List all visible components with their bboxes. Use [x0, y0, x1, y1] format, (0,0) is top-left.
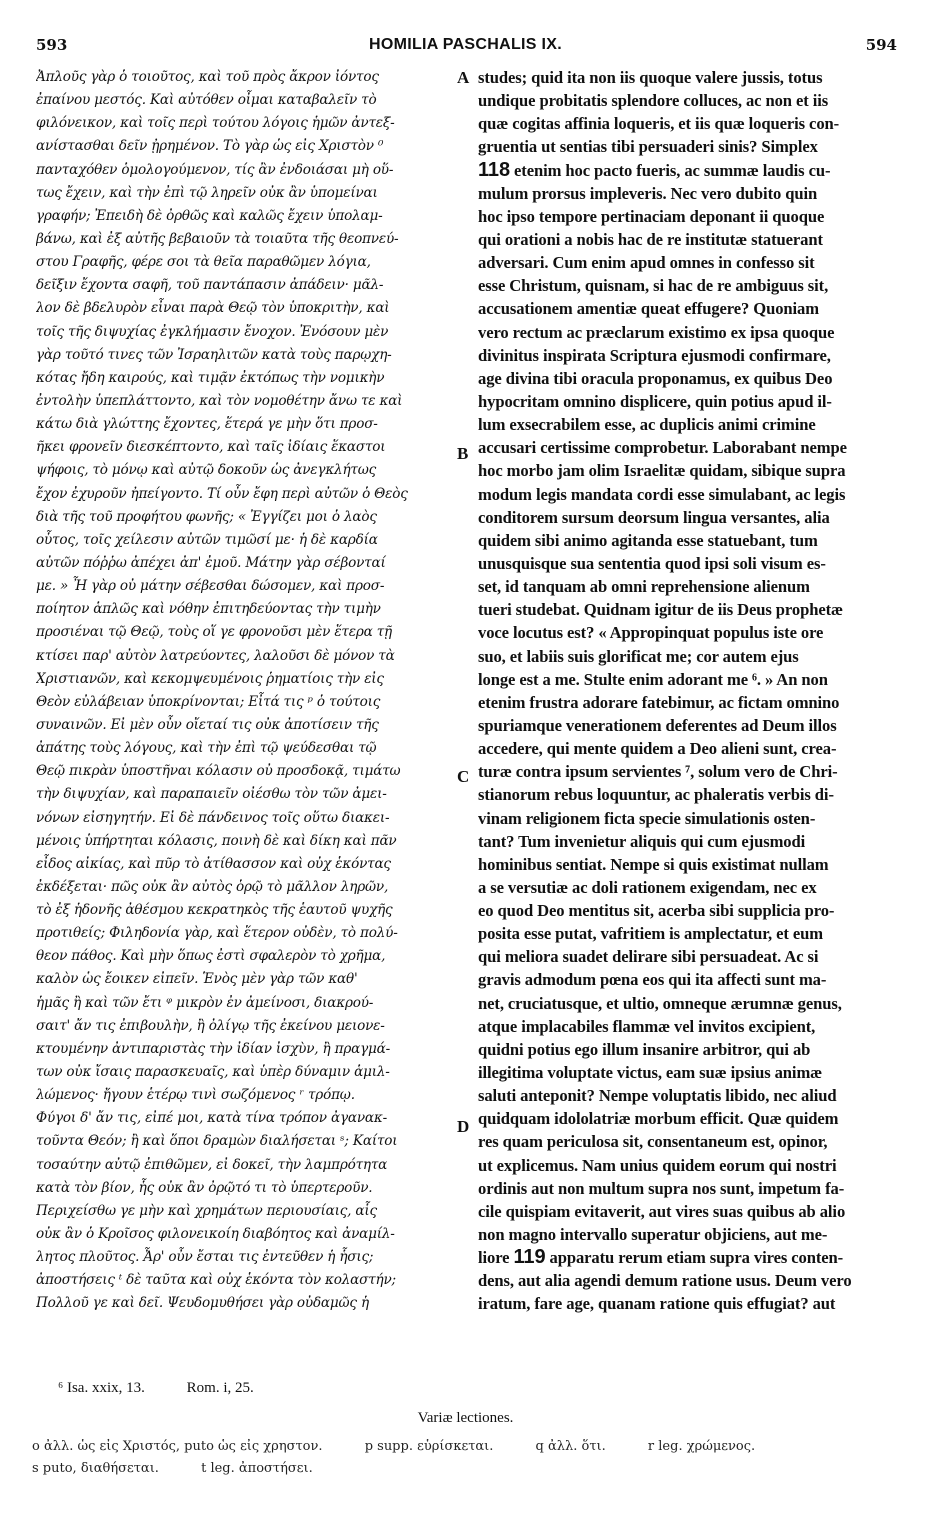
greek-text-line: εἶδος αἰκίας, καὶ πῦρ τὸ ἀτίθασσον καὶ οὐχ ἑκόντας: [36, 855, 391, 872]
latin-text-line: eo quod Deo mentitus sit, acerba sibi supplicia pro-: [478, 901, 835, 921]
latin-text-line: ut explicemus. Nam unius quidem eorum qui nostri: [478, 1155, 837, 1175]
variae-note: p supp. εὑρίσκεται.: [364, 1439, 494, 1454]
greek-text-line: των οὐκ ἴσαις παρασκευαῖς, καὶ ὑπὲρ δύναμιν ἁμιλ-: [36, 1064, 390, 1081]
latin-text-line: lum exsecrabilem esse, ac duplicis animi crimine: [478, 415, 816, 435]
greek-text-line: ἐπαίνου μεστός. Καὶ αὐτόθεν οἶμαι καταβαλεῖν τὸ: [36, 92, 377, 109]
latin-text-line: undique probitatis splendore colluces, ac non et iis: [478, 91, 829, 111]
latin-text-line: quidem sibi animo agitanda esse statuebant, tum: [478, 530, 818, 550]
page-header: [28, 30, 903, 56]
latin-text-line: voce locutus est? « Appropinquat populus iste ore: [478, 623, 824, 643]
latin-text-line: turæ contra ipsum servientes ⁷, solum vero de Chri-: [478, 762, 838, 782]
running-head-title: HOMILIA PASCHALIS IX.: [369, 36, 562, 53]
greek-text-column: [36, 66, 454, 1316]
latin-text-line: spuriamque venerationem deferentes ad Deum illos: [478, 715, 837, 735]
variae-note: r leg. χρώμενος.: [647, 1439, 756, 1454]
latin-text-line: accedere, qui mente quidem a Deo alieni sunt, crea-: [478, 739, 837, 759]
greek-text-line: Περιχείσθω γε μὴν καὶ χρημάτων περιουσίαις, αἷς: [36, 1202, 377, 1219]
latin-text-line: mulum prorsus impleveris. Nec vero dubito quin: [478, 183, 818, 203]
greek-text-line: κατὰ τὸν βίον, ἧς οὐκ ἂν ὀρῷτό τι τὸ ὑπερτεροῦν.: [36, 1179, 373, 1196]
greek-text-line: ἀπάτης τοὺς λόγους, καὶ τὴν ἐπὶ τῷ ψεύδεσθαι τῷ: [36, 740, 377, 757]
latin-text-line: net, cruciatusque, et ultio, omneque ærumnæ genus,: [478, 993, 842, 1013]
variae-note: q ἀλλ. ὅτι.: [535, 1439, 606, 1454]
greek-text-line: ἐντολὴν ὑπεπλάττοντο, καὶ τὸν νομοθέτην ἄνω τε καὶ: [36, 392, 403, 409]
greek-text-line: ἔχον ἐχυροῦν ἠπείγοντο. Τί οὖν ἔφη περὶ αὐτῶν ὁ Θεὸς: [36, 485, 408, 502]
right-page-number: 594: [865, 36, 897, 54]
latin-text-line: etenim frustra adorare fatebimur, ac fictam omnino: [478, 692, 840, 712]
latin-text-line: vinam religionem ficta specie simulationis osten-: [478, 808, 816, 828]
latin-text-line: [478, 1246, 898, 1269]
greek-text-line: καλὸν ὡς ἔοικεν εἰπεῖν. Ἑνὸς μὲν γὰρ τῶν καθ': [36, 971, 358, 988]
margin-letter-d: D: [457, 1117, 470, 1136]
greek-text-line: αὐτῶν πόῤῥω ἀπέχει ἀπ' ἐμοῦ. Μάτην γὰρ σέβονταί: [36, 554, 386, 571]
greek-text-line: οὗτος, τοῖς χείλεσιν αὐτῶν τιμῶσί με· ἡ δὲ καρδία: [36, 531, 378, 548]
latin-text-line: quæ cogitas affinia loqueris, et iis quæ loqueris con-: [478, 114, 840, 134]
latin-text-line: qui orationi a nobis hac de re institutæ statuerant: [478, 229, 823, 249]
greek-text-line: πανταχόθεν ὁμολογούμενον, τίς ἂν ἐνδοιάσαι μὴ οὕ-: [36, 161, 394, 178]
greek-text-line: Θεὸν εὐλάβειαν ὑποκρίνονται; Εἶτά τις ᵖ ὁ τούτοις: [36, 693, 381, 710]
greek-text-line: Χριστιανῶν, καὶ κεκομψευμένοις ῥηματίοις τὴν εἰς: [36, 670, 384, 687]
footnote-7: Rom. i, 25.: [186, 1380, 254, 1396]
latin-text-line: [478, 159, 898, 182]
latin-text-line: dens, aut alia agendi demum ratione usus. Deum vero: [478, 1271, 852, 1291]
column-number-marker: 119: [513, 1246, 546, 1269]
latin-text-line: set, id tanquam ab omni reprehensione alienum: [478, 577, 810, 597]
greek-text-line: σαιτ' ἄν τις ἐπιβουλὴν, ἢ ὀλίγῳ τῆς ἐκείνου μειονε-: [36, 1017, 385, 1034]
latin-text-line: non magno intervallo superatur objiciens, aut me-: [478, 1225, 828, 1245]
latin-text-line: modum legis mandata cordi esse simulabant, ac legis: [478, 484, 846, 504]
greek-text-line: διὰ τῆς τοῦ προφήτου φωνῆς; « Ἐγγίζει μοι ὁ λαὸς: [36, 508, 377, 525]
latin-text-line: gruentia ut sentias tibi persuaderi sinis? Simplex: [478, 137, 818, 157]
latin-text-line: iratum, fare age, quanam ratione quis effugiat? aut: [478, 1294, 836, 1314]
greek-text-line: τως ἔχειν, καὶ τὴν ἐπὶ τῷ ληρεῖν οὐκ ἂν ὑπομείναι: [36, 184, 378, 201]
greek-text-line: τοῖς τῆς διψυχίας ἐγκλήμασιν ἔνοχον. Ἐνόσουν μὲν: [36, 323, 389, 340]
variae-note: o ἀλλ. ὡς εἰς Χριστός, puto ὡς εἰς χρηστον.: [32, 1439, 323, 1454]
footnote-references: [58, 1380, 292, 1397]
greek-text-line: Πολλοῦ γε καὶ δεῖ. Ψευδομυθήσει γὰρ οὐδαμῶς ἡ: [36, 1295, 369, 1312]
latin-text-line: unusquisque sua sententia quod ipsi soli visum es-: [478, 553, 826, 573]
latin-text-line: studes; quid ita non iis quoque valere jussis, totus: [478, 68, 823, 87]
greek-text-line: Φύγοι δ' ἄν τις, εἰπέ μοι, κατὰ τίνα τρόπον ἀγανακ-: [36, 1110, 388, 1127]
margin-letter-c: C: [457, 767, 470, 786]
greek-text-line: δεῖξιν ἔχοντα σαφῆ, τοῦ παντάπασιν ἀπάδειν· μᾶλ-: [36, 277, 384, 294]
latin-text-fragment: etenim hoc pacto fueris, ac summæ laudis cu-: [509, 160, 831, 180]
latin-text-line: a se versutiæ ac doli rationem exigendam, nec ex: [478, 877, 817, 897]
greek-text-line: ποίητον ἁπλῶς καὶ νόθην ἐπιτηδεύοντας τὴν τιμὴν: [36, 601, 381, 618]
latin-text-line: accusationem amentiæ queat effugere? Quoniam: [478, 299, 819, 319]
latin-text-line: suo, et labiis suis glorificat me; cor autem ejus: [478, 646, 799, 666]
greek-text-line: συναινῶν. Εἰ μὲν οὖν οἴεταί τις οὐκ ἀποτίσειν τῆς: [36, 716, 379, 733]
variae-lectiones-notes: [32, 1436, 902, 1480]
margin-letter-b: B: [457, 444, 469, 463]
greek-text-line: προσιέναι τῷ Θεῷ, τοὺς οἵ γε φρονοῦσι μὲν ἕτερα τῇ: [36, 624, 392, 641]
greek-text-line: ἡμᾶς ἢ καὶ τῶν ἔτι ᵠ μικρὸν ἐν ἀμείνοσι, διακρού-: [36, 994, 374, 1011]
greek-text-line: φιλόνεικον, καὶ τοῖς περὶ τούτου λόγοις ἡμῶν ἀντεξ-: [36, 115, 395, 132]
margin-letter-a: A: [457, 68, 470, 87]
latin-text-line: esse Christum, quisnam, si hac de re ambiguus sit,: [478, 276, 829, 296]
variae-lectiones-heading: Variæ lectiones.: [417, 1410, 514, 1426]
footnote-6: ⁶ Isa. xxix, 13.: [58, 1380, 145, 1396]
latin-text-line: ordinis aut non multum supra nos sunt, impetum fa-: [478, 1178, 845, 1198]
latin-text-line: hypocritam omnino displicere, quin potius apud il-: [478, 391, 832, 411]
latin-text-line: posita esse putat, vafritiem is amplectatur, et eum: [478, 924, 824, 944]
latin-text-line: divinitus inspirata Scriptura ejusmodi confirmare,: [478, 345, 831, 365]
greek-text-line: Ἀπλοῦς γὰρ ὁ τοιοῦτος, καὶ τοῦ πρὸς ἄκρον ἰόντος: [36, 69, 379, 85]
latin-text-line: tant? Tum invenietur aliquis qui cum ejusmodi: [478, 831, 806, 851]
greek-text-line: κτουμένην ἀντιπαριστὰς τὴν ἰδίαν ἰσχὺν, ἢ πραγμά-: [36, 1040, 391, 1057]
latin-text-line: quidni potius ego illum insanire arbitror, qui ab: [478, 1039, 811, 1059]
greek-text-line: Θεῷ πικρὰν ὑποστῆναι κόλασιν οὐ προσδοκᾷ, τιμάτω: [36, 763, 401, 780]
greek-text-line: τὸ ἐξ ἡδονῆς ἀθέσμου κεκρατηκὸς τῆς ἑαυτοῦ ψυχῆς: [36, 902, 393, 919]
latin-text-fragment: liore: [478, 1248, 514, 1268]
greek-text-line: κτίσει παρ' αὐτὸν λατρεύοντες, λαλοῦσι δὲ μόνον τὰ: [36, 647, 395, 664]
latin-text-line: longe est a me. Stulte enim adorant me ⁶. » An non: [478, 669, 828, 689]
column-number-marker: 118: [478, 158, 510, 181]
latin-text-fragment: apparatu rerum etiam supra vires conten-: [545, 1248, 844, 1268]
latin-text-line: tueri studebat. Quidnam igitur de iis Deus prophetæ: [478, 600, 843, 620]
greek-text-line: ανίστασθαι δεῖν ᾐρημένον. Τὸ γὰρ ὡς εἰς Χριστὸν ⁰: [36, 138, 384, 155]
greek-text-line: τὴν διψυχίαν, καὶ παραπαιεῖν οἰέσθω τὸν τῶν ἀμει-: [36, 786, 387, 803]
variae-row: [32, 1458, 902, 1480]
greek-text-line: βάνω, καὶ ἐξ αὐτῆς βεβαιοῦν τὰ τοιαῦτα τῆς θεοπνεύ-: [36, 230, 399, 247]
greek-text-line: νόνων εἰσηγητήν. Εἰ δὲ πάνδεινος τοῖς οὕτω διακει-: [36, 809, 390, 826]
variae-note: s puto, διαθήσεται.: [32, 1461, 159, 1476]
latin-text-line: hoc ipso tempore pertinaciam deponant ii quoque: [478, 206, 825, 226]
latin-text-line: cile quispiam evitaverit, aut vires suas quibus ab alio: [478, 1201, 846, 1221]
greek-text-line: ῆκει φρονεῖν διεσκέπτοντο, καὶ ταῖς ἰδίαις ἕκαστοι: [36, 439, 386, 456]
latin-text-line: vero rectum ac præclarum existimo ex ipsa quoque: [478, 322, 835, 342]
greek-text-line: οὐκ ἂν ὁ Κροῖσος φιλονεικοίη διαβόητος καὶ ἀναμίλ-: [36, 1226, 395, 1243]
greek-text-line: θεον πάθος. Καὶ μὴν ὅπως ἐστὶ σφαλερὸν τὸ χρῆμα,: [36, 948, 386, 965]
latin-text-line: qui meliora suadet delirare sibi persuadeat. Ac si: [478, 947, 819, 967]
greek-text-line: κότας ἤδη καιρούς, καὶ τιμᾷν ἐκτόπως τὴν νομικὴν: [36, 369, 385, 386]
latin-text-line: stianorum rebus loquuntur, ac phaleratis verbis di-: [478, 785, 834, 805]
variae-note: t leg. ἀποστήσει.: [201, 1461, 313, 1476]
greek-text-line: γραφήν; Ἐπειδὴ δὲ ὀρθῶς καὶ καλῶς ἔχειν ὑπολαμ-: [36, 207, 383, 224]
latin-text-column: [478, 66, 898, 1316]
greek-text-line: κάτω διὰ γλώττης ἔχοντες, ἕτερά γε μὴν ὅτι προσ-: [36, 416, 378, 433]
latin-text-line: res quam periculosa sit, consentaneum est, opinor,: [478, 1132, 828, 1152]
latin-text-line: accusari certissime comprobetur. Laborabant nempe: [478, 438, 847, 458]
greek-text-line: στου Γραφῆς, φέρε σοι τὰ θεῖα παραθῶμεν λόγια,: [36, 254, 371, 271]
latin-text-line: hominibus sentiat. Nempe si quis existimat nullam: [478, 854, 829, 874]
greek-text-line: τοσαύτην αὐτῷ ἐπιθῶμεν, εἰ δοκεῖ, τὴν λαμπρότητα: [36, 1156, 388, 1173]
latin-text-line: gravis admodum pœna eos qui ita affecti sunt ma-: [478, 970, 827, 990]
variae-row: [32, 1436, 902, 1458]
greek-text-line: προτιθείς; Φιληδονία γὰρ, καὶ ἕτερον οὐδὲν, τὸ πολύ-: [36, 925, 398, 942]
latin-text-line: saluti anteponit? Nempe voluptatis libido, nec aliud: [478, 1086, 837, 1106]
greek-text-line: λον δὲ βδελυρὸν εἶναι παρὰ Θεῷ τὸν ὑποκριτὴν, καὶ: [36, 300, 390, 317]
greek-text-line: με. » Ἦ γὰρ οὐ μάτην σέβεσθαι δώσομεν, καὶ προσ-: [36, 578, 385, 595]
greek-text-line: ἐκδέξεται· πῶς οὐκ ἂν αὐτὸς ὁρῷ τὸ μᾶλλον ληρῶν,: [36, 878, 389, 895]
greek-text-line: γὰρ τοῦτό τινες τῶν Ἰσραηλιτῶν κατὰ τοὺς παρῳχη-: [36, 346, 392, 363]
latin-text-line: atque implacabiles flammæ vel invitos excipient,: [478, 1016, 816, 1036]
greek-text-line: λητος πλοῦτος. Ἆρ' οὖν ἔσται τις ἐντεῦθεν ἡ ἧσις;: [36, 1249, 374, 1266]
latin-text-line: age divina tibi oracula proponamus, ex quibus Deo: [478, 368, 833, 388]
latin-text-line: hoc morbo jam olim Israelitæ quidam, sibique supra: [478, 461, 846, 481]
latin-text-line: adversari. Cum enim apud omnes in confesso sit: [478, 253, 815, 273]
greek-text-line: ἀποστήσεις ᵗ δὲ ταῦτα καὶ οὐχ ἑκόντα τὸν κολαστήν;: [36, 1272, 396, 1289]
greek-text-line: μένοις ὑπήρτηται κόλασις, ποινὴ δὲ καὶ δίκη καὶ πᾶν: [36, 832, 397, 849]
latin-text-line: illegitima voluptate victus, eam suæ ipsius animæ: [478, 1063, 823, 1083]
latin-text-line: quidquam idololatriæ morbum efficit. Quæ quidem: [478, 1109, 839, 1129]
latin-text-line: conditorem sursum deorsum lingua versantes, alia: [478, 507, 830, 527]
greek-text-line: ψήφοις, τὸ μόνῳ καὶ αὐτῷ δοκοῦν ὡς ἀνεγκλήτως: [36, 462, 377, 479]
left-page-number: 593: [36, 36, 68, 54]
greek-text-line: λώμενος· ἤγουν ἑτέρῳ τινὶ σωζόμενος ʳ τρόπῳ.: [36, 1087, 355, 1104]
greek-text-line: τοῦντα Θεόν; ἢ καὶ ὅποι δραμὼν διαλήσεται ˢ; Καίτοι: [36, 1133, 398, 1150]
